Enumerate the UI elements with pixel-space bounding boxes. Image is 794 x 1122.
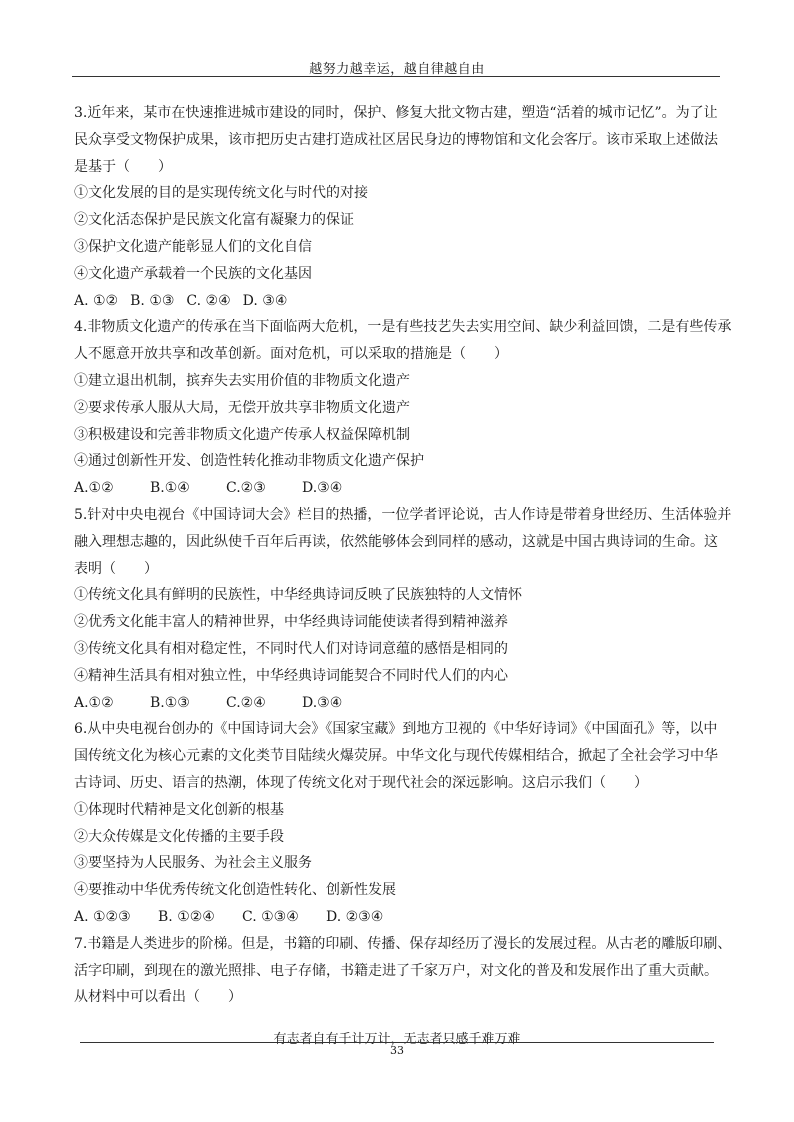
option-c: C. ②④ <box>186 292 231 309</box>
question-5 <box>74 502 732 716</box>
option-d: D. ③④ <box>242 292 288 309</box>
question-stem-line: 活字印刷，到现在的激光照排、电子存储，书籍走进了千家万户，对文化的普及和发展作出了重大贡献。 <box>74 962 718 979</box>
answer-options <box>74 288 722 315</box>
question-6 <box>74 716 722 930</box>
question-stem-line: 古诗词、历史、语言的热潮，体现了传统文化对于现代社会的深远影响。这启示我们（ ） <box>74 774 648 791</box>
question-stem-line: 6.从中央电视台创办的《中国诗词大会》《国家宝藏》到地方卫视的《中华好诗词》《中国面孔》等，以中 <box>74 721 718 738</box>
question-stem-line: 7.书籍是人类进步的阶梯。但是，书籍的印刷、传播、保存却经历了漫长的发展过程。从古老的雕版印刷、 <box>74 935 732 952</box>
question-4 <box>74 314 732 502</box>
page-footer-motto: 有志者自有千计万计，无志者只感千难万难 <box>273 1032 521 1047</box>
question-stem-line: 民众享受文物保护成果，该市把历史古建打造成社区居民身边的博物馆和文化会客厅。该市采取上述做法 <box>74 131 718 148</box>
question-stem-line: 融入理想志趣的，因此纵使千百年后再读，依然能够体会到同样的感动，这就是中国古典诗词的生命。这 <box>74 533 718 550</box>
statement: ④文化遗产承载着一个民族的文化基因 <box>74 265 312 282</box>
statement: ③传统文化具有相对稳定性，不同时代人们对诗词意蕴的感悟是相同的 <box>74 640 508 657</box>
statement: ①传统文化具有鲜明的民族性，中华经典诗词反映了民族独特的人文情怀 <box>74 587 522 604</box>
statement: ④通过创新性开发、创造性转化推动非物质文化遗产保护 <box>74 453 424 470</box>
option-d: D.③④ <box>302 694 343 711</box>
option-b: B. ①②④ <box>158 908 215 925</box>
option-a: A. ①②③ <box>74 908 131 925</box>
statement: ①文化发展的目的是实现传统文化与时代的对接 <box>74 185 368 202</box>
page-content <box>74 100 732 1011</box>
option-c: C. ①③④ <box>242 908 299 925</box>
answer-options <box>74 904 722 931</box>
statement: ②要求传承人服从大局，无偿开放共享非物质文化遗产 <box>74 399 410 416</box>
option-a: A.①② <box>74 480 114 497</box>
answer-options <box>74 690 722 717</box>
answer-options <box>74 475 722 502</box>
option-d: D. ②③④ <box>326 908 384 925</box>
option-c: C.②④ <box>226 694 266 711</box>
question-3 <box>74 100 722 314</box>
question-stem-line: 是基于（ ） <box>74 158 172 175</box>
statement: ③积极建设和完善非物质文化遗产传承人权益保障机制 <box>74 426 410 443</box>
statement: ②优秀文化能丰富人的精神世界，中华经典诗词能使读者得到精神滋养 <box>74 614 508 631</box>
header-rule <box>72 76 720 77</box>
statement: ①建立退出机制，摈弃失去实用价值的非物质文化遗产 <box>74 372 410 389</box>
statement: ④要推动中华优秀传统文化创造性转化、创新性发展 <box>74 882 396 899</box>
question-stem-line: 3.近年来，某市在快速推进城市建设的同时，保护、修复大批文物古建，塑造“活着的城市记忆”。为了让 <box>74 105 718 121</box>
question-stem-line: 国传统文化为核心元素的文化类节目陆续火爆荧屏。中华文化与现代传媒相结合，掀起了全社会学习中华 <box>74 748 718 765</box>
question-stem-line: 4.非物质文化遗产的传承在当下面临两大危机，一是有些技艺失去实用空间、缺少利益回馈，二是有些传承 <box>74 319 732 336</box>
question-stem-line: 表明（ ） <box>74 560 158 577</box>
footer-rule <box>80 1042 714 1043</box>
statement: ②大众传媒是文化传播的主要手段 <box>74 828 284 845</box>
page-number: 33 <box>390 1044 404 1057</box>
page-header-motto: 越努力越幸运，越自律越自由 <box>309 62 485 77</box>
option-d: D.③④ <box>302 480 343 497</box>
option-b: B. ①③ <box>130 292 175 309</box>
question-stem-line: 从材料中可以看出（ ） <box>74 989 242 1006</box>
statement: ③保护文化遗产能彰显人们的文化自信 <box>74 238 312 255</box>
question-stem-line: 5.针对中央电视台《中国诗词大会》栏目的热播，一位学者评论说，古人作诗是带着身世经历、生活体验并 <box>74 506 732 523</box>
statement: ③要坚持为人民服务、为社会主义服务 <box>74 855 312 872</box>
question-stem-line: 人不愿意开放共享和改革创新。面对危机，可以采取的措施是（ ） <box>74 346 508 363</box>
statement: ①体现时代精神是文化创新的根基 <box>74 801 284 818</box>
statement: ④精神生活具有相对独立性，中华经典诗词能契合不同时代人们的内心 <box>74 667 508 684</box>
option-b: B.①③ <box>150 694 190 711</box>
option-a: A.①② <box>74 694 114 711</box>
option-a: A. ①② <box>74 292 119 309</box>
statement: ②文化活态保护是民族文化富有凝聚力的保证 <box>74 212 354 229</box>
option-b: B.①④ <box>150 480 190 497</box>
question-7 <box>74 931 732 1011</box>
option-c: C.②③ <box>226 480 266 497</box>
